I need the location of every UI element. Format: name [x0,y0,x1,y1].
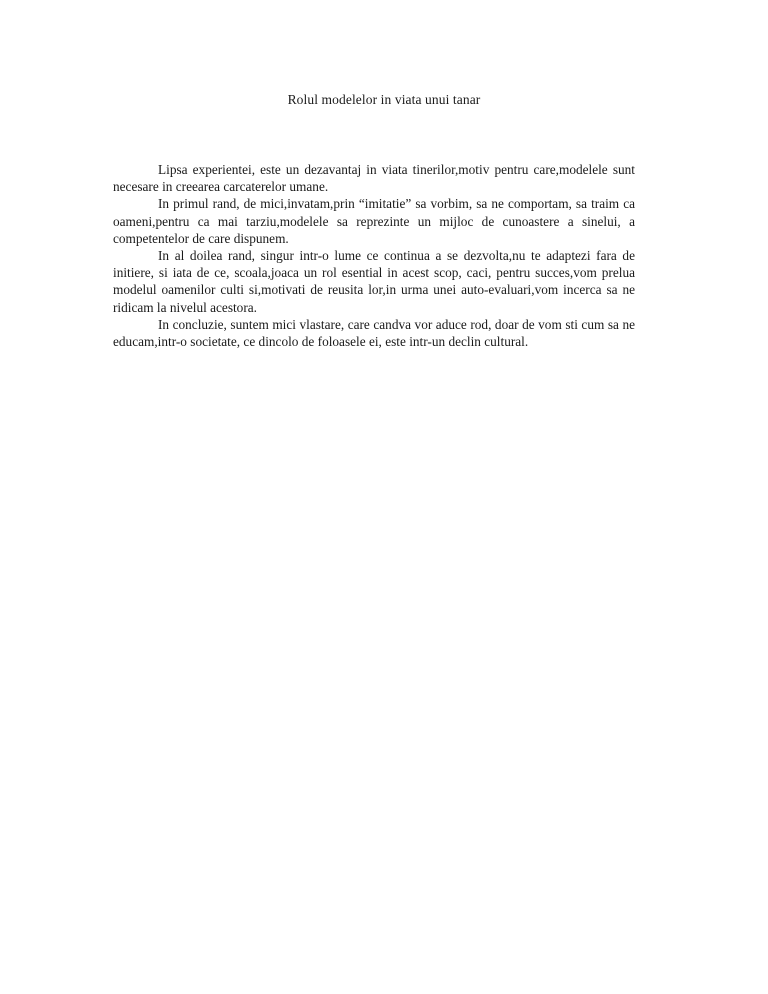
document-body [113,161,635,350]
paragraph-first-argument: In primul rand, de mici,invatam,prin “imitatie” sa vorbim, sa ne comportam, sa traim ca oameni,pentru ca mai tarziu,modelele sa reprezinte un mijloc de cunoastere a sinelui, a competentelor de care dispunem. [113,196,635,246]
paragraph-conclusion: In concluzie, suntem mici vlastare, care candva vor aduce rod, doar de vom sti cum sa ne educam,intr-o societate, ce dincolo de foloasele ei, este intr-un declin cultural. [113,316,635,350]
document-title: Rolul modelelor in viata unui tanar [287,92,481,107]
paragraph-second-argument: In al doilea rand, singur intr-o lume ce continua a se dezvolta,nu te adaptezi fara de initiere, si iata de ce, scoala,joaca un rol esential in acest scop, caci, pentru succes,vom prelua modelul oamenilor culti si,motivati de reusita lor,in urma unei auto-evaluari,vom incerca sa ne ridicam la nivelul acestora. [113,248,635,315]
paragraph-intro: Lipsa experientei, este un dezavantaj in viata tinerilor,motiv pentru care,modelele sunt necesare in creearea carcaterelor umane. [113,162,635,195]
